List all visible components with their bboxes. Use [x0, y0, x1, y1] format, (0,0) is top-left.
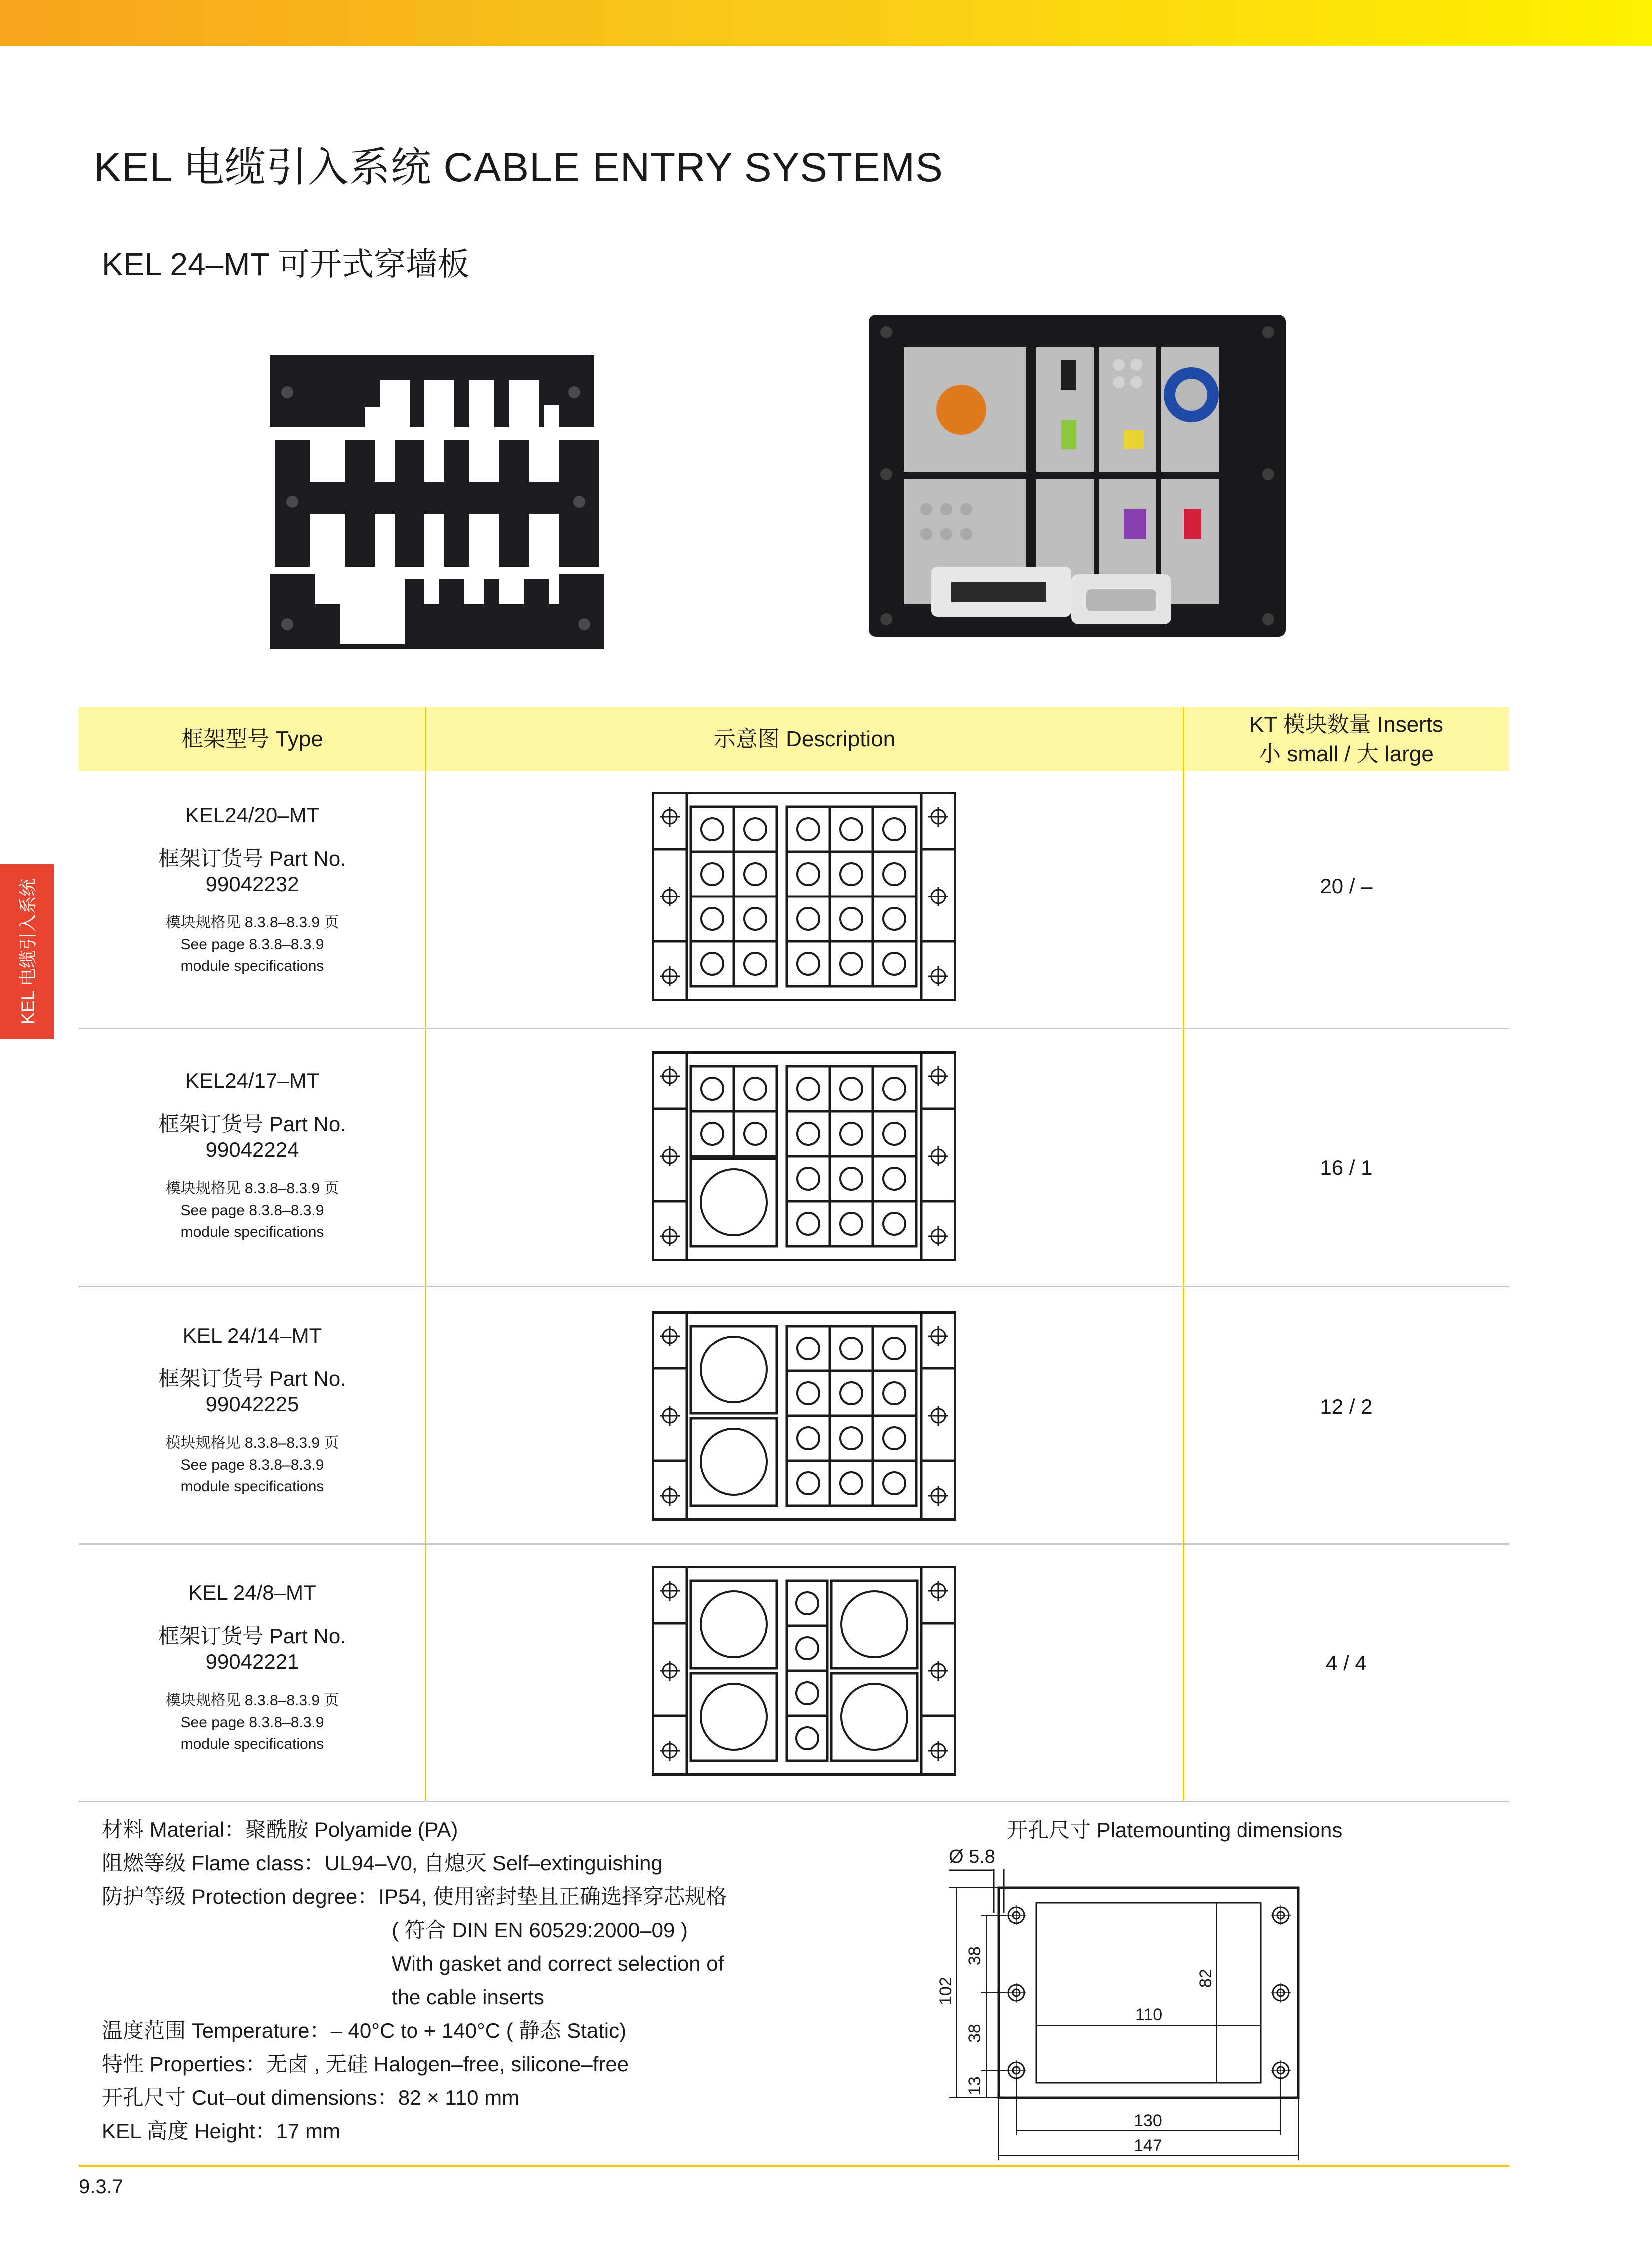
- spec-en: module specifications: [180, 958, 324, 974]
- inserts-count: 16 / 1: [1320, 1156, 1373, 1179]
- inserts-count: 20 / –: [1320, 874, 1373, 897]
- header-description: 示意图 Description: [713, 727, 896, 752]
- model-name: KEL 24/8–MT: [188, 1581, 316, 1604]
- spec-cn: 模块规格见 8.3.8–8.3.9 页: [165, 914, 339, 931]
- dim-38: 38: [965, 2024, 984, 2043]
- column-divider: [1183, 707, 1184, 1801]
- spec-protection-std: ( 符合 DIN EN 60529:2000–09 ): [392, 1918, 688, 1942]
- dim-130: 130: [1134, 2111, 1162, 2130]
- dim-13: 13: [965, 2076, 984, 2095]
- part-no-label: 框架订货号 Part No.: [158, 1624, 346, 1648]
- table-row-type-cell: [79, 1581, 425, 1755]
- dim-102: 102: [936, 1977, 955, 2005]
- spec-properties: 特性 Properties：无卤 , 无硅 Halogen–free, silicone–free: [102, 2052, 629, 2076]
- row-divider: [79, 1028, 1509, 1029]
- spec-cn: 模块规格见 8.3.8–8.3.9 页: [165, 1692, 339, 1709]
- spec-en: module specifications: [180, 1224, 324, 1240]
- spec-en: See page 8.3.8–8.3.9: [180, 1456, 324, 1473]
- part-no: 99042221: [205, 1650, 299, 1673]
- top-gradient-bar: [0, 0, 1652, 46]
- row-divider: [79, 1286, 1509, 1287]
- header-type: 框架型号 Type: [181, 727, 323, 752]
- platemount-title: 开孔尺寸 Platemounting dimensions: [1007, 1818, 1343, 1842]
- row-divider: [79, 1801, 1509, 1802]
- spec-cn: 模块规格见 8.3.8–8.3.9 页: [165, 1435, 339, 1451]
- table-row-type-cell: [79, 803, 425, 977]
- dim-38: 38: [965, 1946, 984, 1965]
- table-row-type-cell: [79, 1069, 425, 1243]
- spec-protection-note: With gasket and correct selection of: [392, 1952, 724, 1975]
- spec-en: module specifications: [180, 1478, 324, 1495]
- model-name: KEL 24/14–MT: [182, 1324, 322, 1347]
- frame-diagram-17: [652, 1051, 956, 1264]
- spec-material: 材料 Material：聚酰胺 Polyamide (PA): [102, 1818, 458, 1841]
- spec-en: See page 8.3.8–8.3.9: [180, 936, 324, 953]
- spec-protection-note: the cable inserts: [392, 1985, 544, 2009]
- part-no: 99042232: [205, 872, 299, 896]
- model-name: KEL24/17–MT: [185, 1069, 320, 1092]
- dim-147: 147: [1134, 2136, 1162, 2155]
- spec-cn: 模块规格见 8.3.8–8.3.9 页: [165, 1180, 339, 1197]
- hole-diameter-label: Ø 5.8: [949, 1846, 995, 1867]
- spec-height: KEL 高度 Height：17 mm: [102, 2119, 340, 2143]
- spec-temperature: 温度范围 Temperature：– 40°C to + 140°C ( 静态 Static): [102, 2019, 627, 2042]
- row-divider: [79, 1543, 1509, 1545]
- part-no: 99042225: [205, 1392, 299, 1416]
- spec-en: See page 8.3.8–8.3.9: [180, 1714, 324, 1731]
- table-header: [79, 707, 1509, 771]
- part-no-label: 框架订货号 Part No.: [158, 1112, 346, 1136]
- part-no: 99042224: [205, 1138, 299, 1161]
- model-name: KEL24/20–MT: [185, 803, 320, 827]
- part-no-label: 框架订货号 Part No.: [158, 847, 346, 870]
- page-title: KEL 电缆引入系统 CABLE ENTRY SYSTEMS: [94, 145, 943, 190]
- side-tab-label: KEL 电缆引入系统: [17, 878, 38, 1025]
- spec-en: See page 8.3.8–8.3.9: [180, 1202, 324, 1219]
- frame-parts-photo: [260, 345, 619, 664]
- inserts-count: 4 / 4: [1326, 1651, 1367, 1675]
- spec-cutout: 开孔尺寸 Cut–out dimensions：82 × 110 mm: [102, 2086, 520, 2109]
- assembled-frame-photo: [866, 310, 1288, 649]
- dim-82: 82: [1196, 1969, 1215, 1988]
- footer-rule: [79, 2165, 1509, 2167]
- product-subtitle: KEL 24–MT 可开式穿墙板: [102, 246, 470, 282]
- frame-diagram-8: [652, 1566, 956, 1778]
- page-number: 9.3.7: [79, 2176, 123, 2198]
- header-inserts: KT 模块数量 Inserts 小 small / 大 large: [1249, 712, 1443, 766]
- spec-en: module specifications: [180, 1736, 324, 1752]
- frame-diagram-14: [652, 1311, 956, 1523]
- table-row-type-cell: [79, 1324, 425, 1498]
- spec-flame: 阻燃等级 Flame class：UL94–V0, 自熄灭 Self–extinguishing: [102, 1851, 663, 1875]
- platemount-drawing: [929, 1843, 1358, 2165]
- spec-protection: 防护等级 Protection degree：IP54, 使用密封垫且正确选择穿芯规格: [102, 1885, 727, 1908]
- dim-110: 110: [1135, 2005, 1163, 2024]
- part-no-label: 框架订货号 Part No.: [158, 1367, 346, 1390]
- frame-diagram-20: [652, 792, 956, 1004]
- side-section-tab: [0, 864, 54, 1039]
- inserts-count: 12 / 2: [1320, 1395, 1373, 1418]
- material-specs: [102, 1813, 727, 2148]
